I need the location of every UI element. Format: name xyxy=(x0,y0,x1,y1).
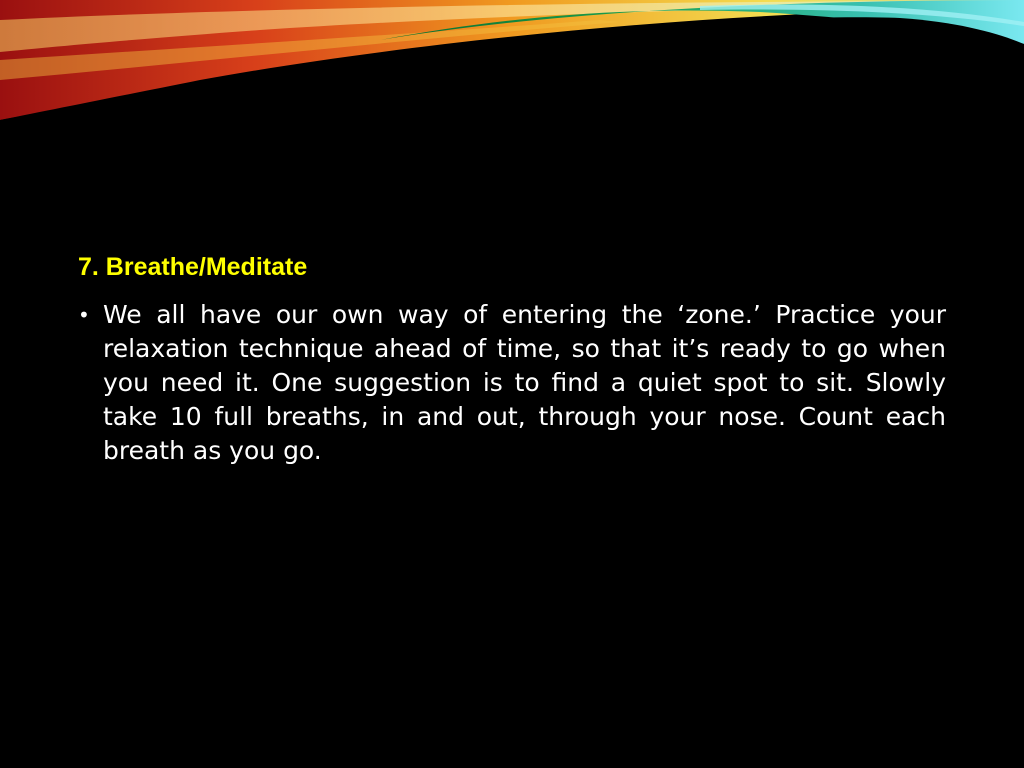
decorative-rainbow-swoosh xyxy=(0,0,1024,130)
slide-heading: 7. Breathe/Meditate xyxy=(78,253,308,281)
bullet-marker: • xyxy=(78,303,90,327)
bullet-text: We all have our own way of entering the ‘zone.’ Practice your relaxation technique ahead of time, so that it’s ready to go when you need it. One suggestion is to find a quiet spot to sit. Slowly take 10 full breaths, in and out, through your nose. Count each breath as you go. xyxy=(103,300,946,465)
slide-content xyxy=(78,248,946,468)
bullet-item xyxy=(78,298,946,468)
